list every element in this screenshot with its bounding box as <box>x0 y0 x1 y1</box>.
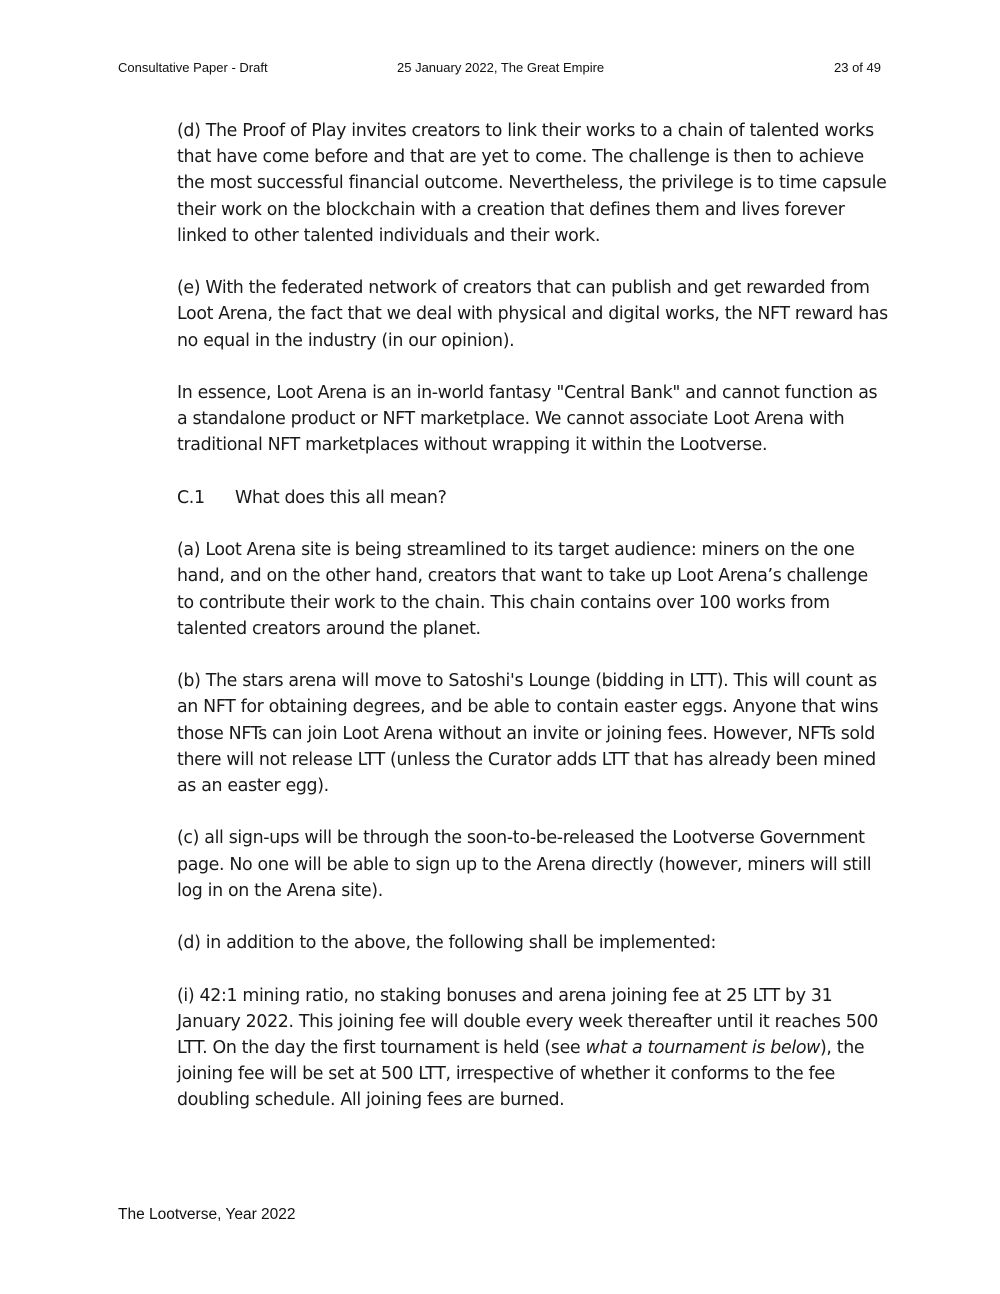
paragraph-d-in-addition: (d) in addition to the above, the following shall be implemented: <box>177 933 717 954</box>
paragraph-essence: In essence, Loot Arena is an in-world fantasy "Central Bank" and cannot function as a standalone product or NFT marketplace. We cannot associate Loot Arena with traditional NFT marketplaces without wrapping it within the Lootverse. <box>177 383 878 456</box>
paragraph-i-mining-ratio <box>177 983 889 1114</box>
header-page-number: 23 of 49 <box>834 60 881 75</box>
paragraph-i-text-start: (i) 42:1 mining ratio, no staking bonuses and arena joining fee at 25 LTT by 31 January 2022. This joining fee will double every week thereafter until it reaches 500 LTT. On the day the first tournament is held ( <box>177 985 878 1058</box>
paragraph-i-italic-reference: what a tournament is below <box>585 1037 820 1058</box>
paragraph-i-text-end: ), the joining fee will be set at 500 LTT, irrespective of whether it conforms to the fee doubling schedule. All joining fees are burned. <box>177 1037 865 1111</box>
section-heading <box>177 485 889 511</box>
paragraph-d-proof-of-play: (d) The Proof of Play invites creators to link their works to a chain of talented works that have come before and that are yet to come. The challenge is then to achieve the most successful financial outcome. Nevertheless, the privilege is to time capsule their work on the blockchain with a creation that defines them and lives forever linked to other talented individuals and their work. <box>177 121 887 246</box>
section-number: C.1 <box>177 487 205 508</box>
paragraph-b-stars-arena: (b) The stars arena will move to Satoshi's Lounge (bidding in LTT). This will count as an NFT for obtaining degrees, and be able to contain easter eggs. Anyone that wins those NFTs can join Loot Arena without an invite or joining fees. However, NFTs sold there will not release LTT (unless the Curator adds LTT that has already been mined as an easter egg). <box>177 671 879 796</box>
paragraph-i-see: see <box>550 1037 581 1058</box>
paragraph-a-site-streamlined: (a) Loot Arena site is being streamlined to its target audience: miners on the one hand, and on the other hand, creators that want to take up Loot Arena’s challenge to contribute their work to the chain. This chain contains over 100 works from talented creators around the planet. <box>177 540 868 639</box>
paragraph-c-sign-ups: (c) all sign-ups will be through the soon-to-be-released the Lootverse Government page. No one will be able to sign up to the Arena directly (however, miners will still log in on the Arena site). <box>177 828 872 901</box>
document-body <box>177 118 889 1140</box>
paragraph-e-federated-network: (e) With the federated network of creators that can publish and get rewarded from Loot Arena, the fact that we deal with physical and digital works, the NFT reward has no equal in the industry (in our opinion). <box>177 278 888 351</box>
header-document-title: Consultative Paper - Draft <box>118 60 268 75</box>
page-header <box>0 60 1000 78</box>
header-date-place: 25 January 2022, The Great Empire <box>397 60 605 75</box>
page-footer: The Lootverse, Year 2022 <box>118 1206 296 1223</box>
section-title: What does this all mean? <box>235 487 447 508</box>
